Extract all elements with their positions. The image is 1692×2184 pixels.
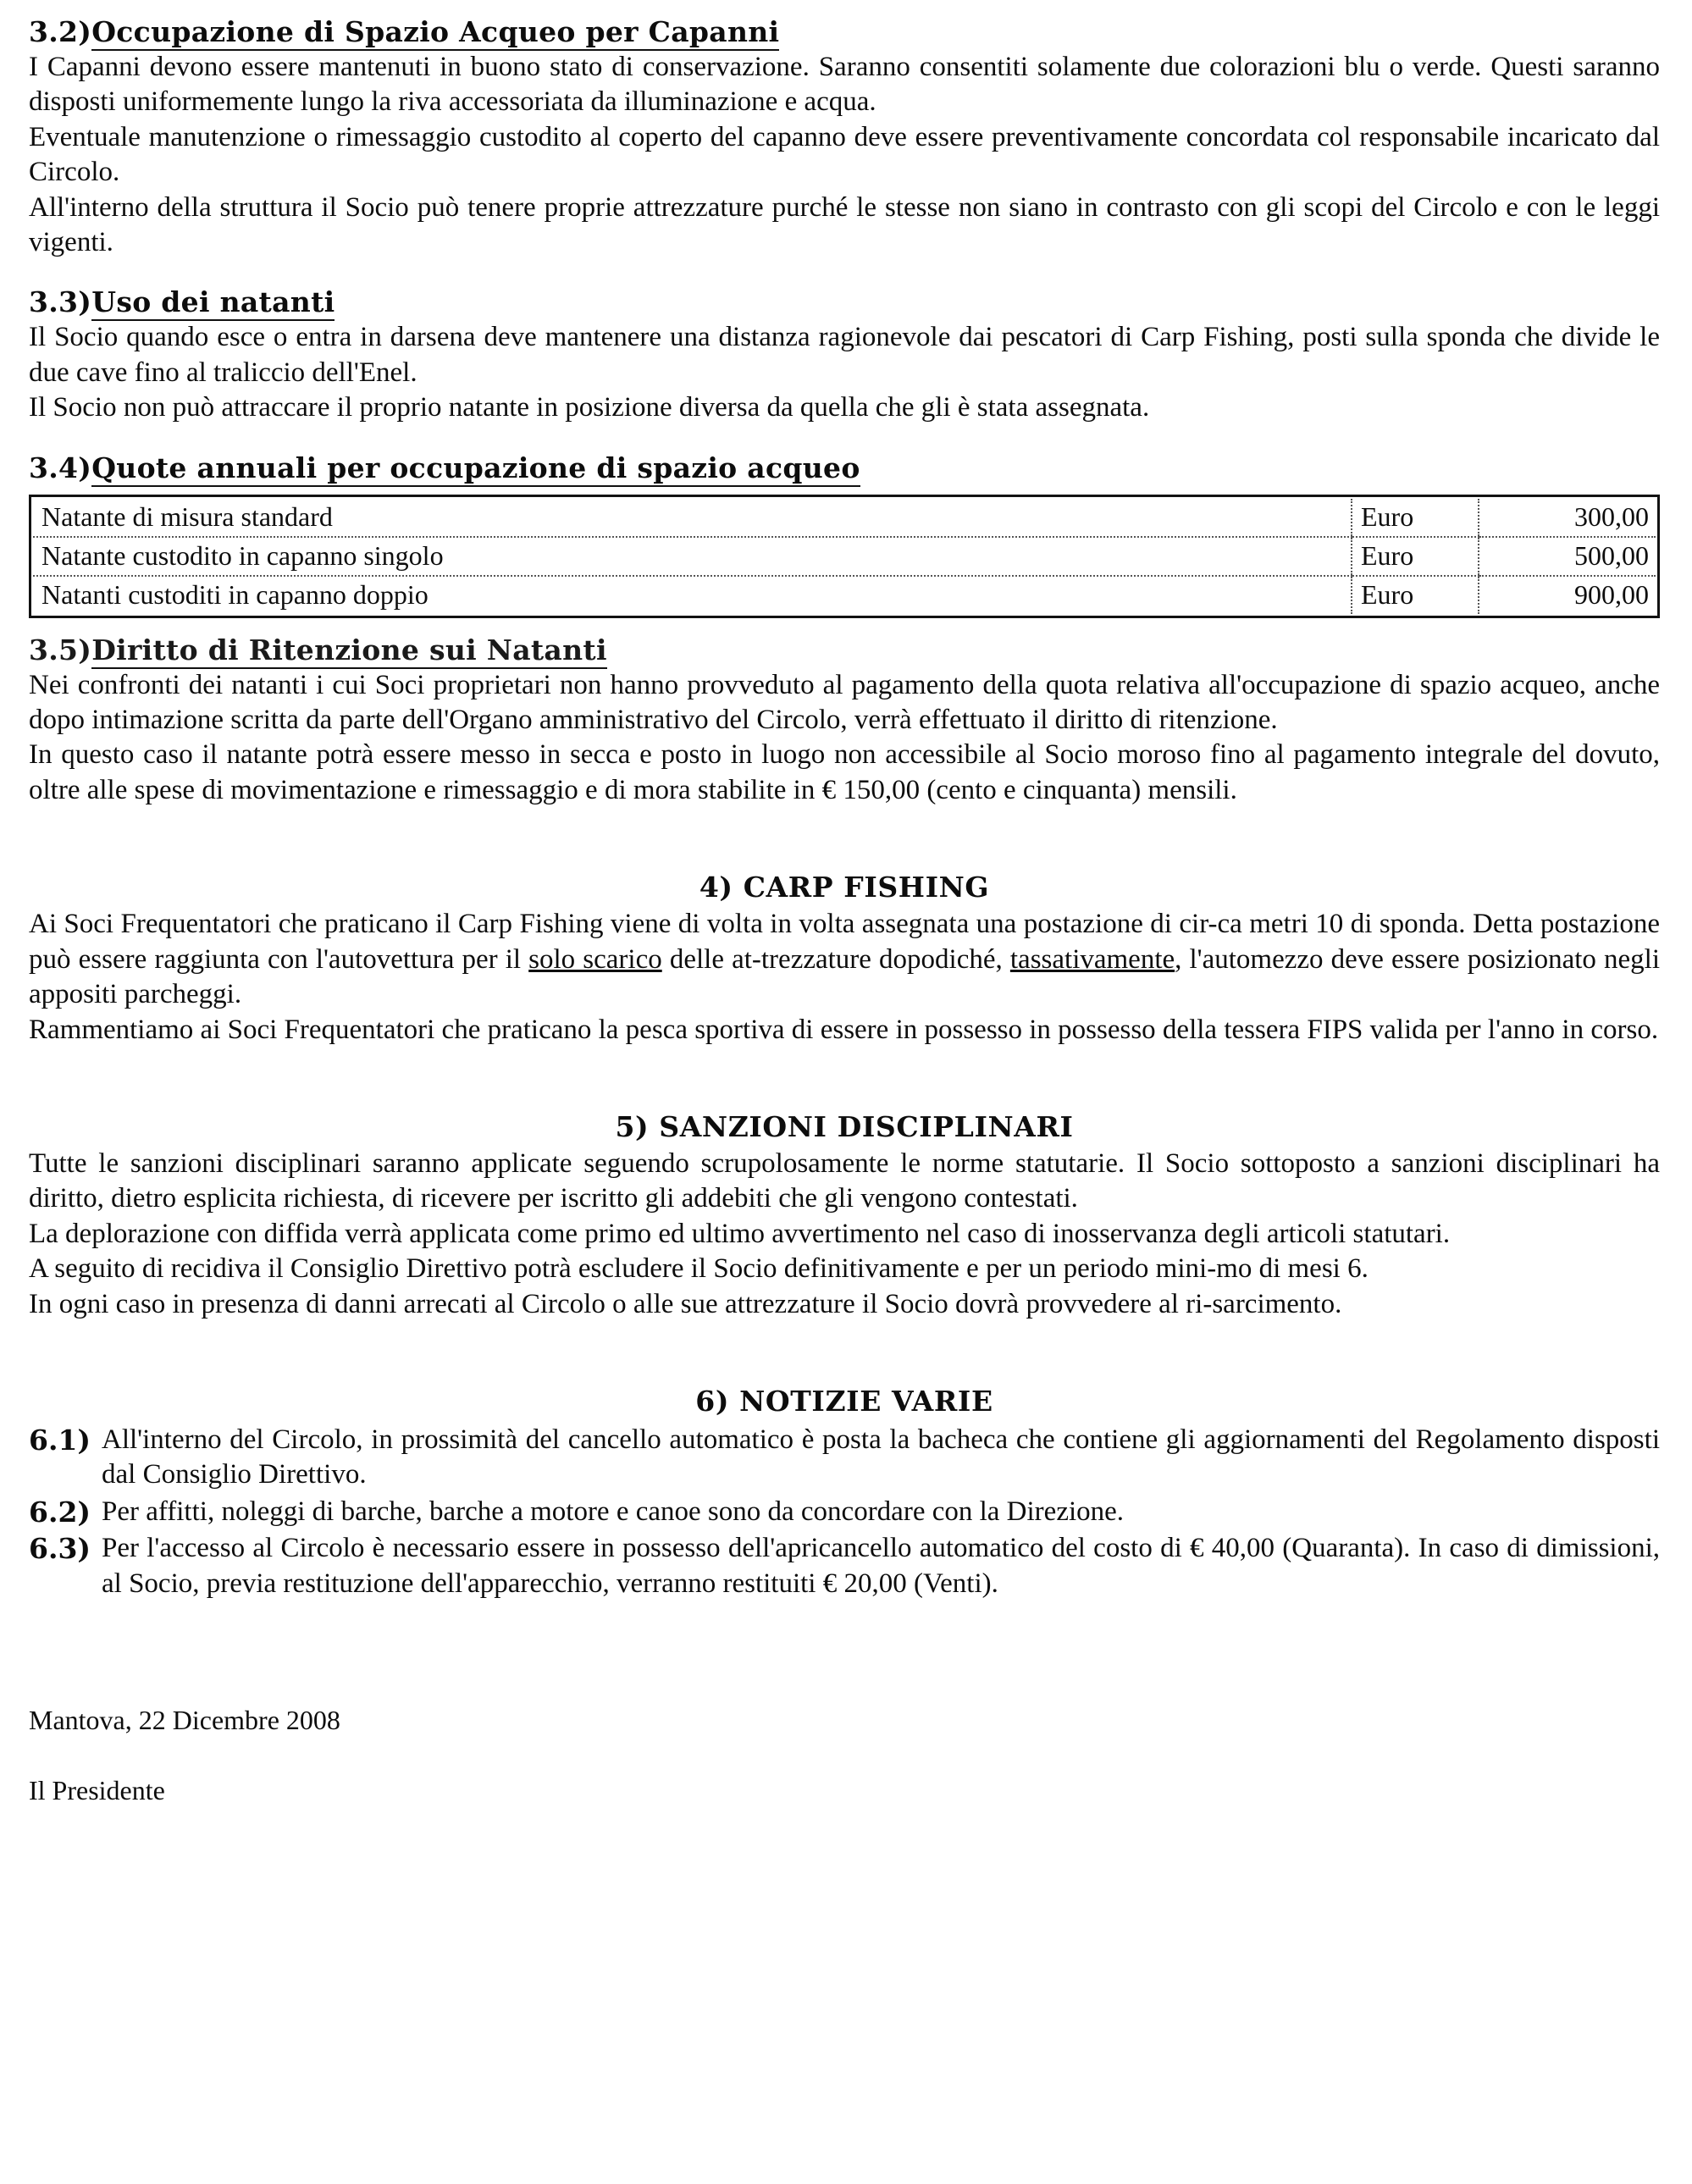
- paragraph-3-2-3: All'interno della struttura il Socio può tenere proprie attrezzature purché le stesse non siano in contrasto con gli scopi del Circolo e con le leggi vigenti.: [29, 191, 1660, 258]
- paragraph-3-3-1: Il Socio quando esce o entra in darsena deve mantenere una distanza ragionevole dai pescatori di Carp Fishing, posti sulla sponda che divide le due cave fino al traliccio dell'Enel.: [29, 322, 1660, 388]
- fee-amount: 500,00: [1479, 537, 1656, 576]
- table-row: [33, 499, 1656, 537]
- section-heading-3-3: [29, 285, 1660, 318]
- fees-table: [33, 499, 1656, 614]
- paragraph-3-3-2: Il Socio non può attraccare il proprio natante in posizione diversa da quella che gli è stata assegnata.: [29, 392, 1150, 423]
- section-heading-4: 4) CARP FISHING: [699, 871, 990, 904]
- list-item-text: All'interno del Circolo, in prossimità del cancello automatico è posta la bacheca che contiene gli aggiornamenti del Regolamento disposti dal Consiglio Direttivo.: [102, 1424, 1660, 1490]
- fee-currency: Euro: [1352, 576, 1479, 614]
- paragraph-5-4: In ogni caso in presenza di danni arrecati al Circolo o alle sue attrezzature il Socio dovrà provvedere al ri-sarcimento.: [29, 1288, 1342, 1319]
- paragraph-3-5-2: In questo caso il natante potrà essere messo in secca e posto in luogo non accessibile al Socio moroso fino al pagamento integrale del dovuto, oltre alle spese di movimentazione e rimessaggio e di mora stabilite in € 150,00 (cento e cinquanta) mensili.: [29, 739, 1660, 805]
- paragraph-4-1-part-b: delle at-trezzature dopodiché,: [661, 943, 1010, 975]
- list-item-number: 6.2): [29, 1495, 91, 1529]
- notices-list: [29, 1423, 1660, 1601]
- spacer: [29, 260, 1660, 285]
- section-number-3-4: 3.4): [29, 451, 92, 484]
- paragraph-4-1-part-c: , l'automezzo deve essere posizionato negli appositi parcheggi.: [29, 943, 1661, 1010]
- section-heading-3-5: [29, 633, 1660, 666]
- section-number-3-3: 3.3): [29, 285, 92, 319]
- paragraph-4-2: Rammentiamo ai Soci Frequentatori che praticano la pesca sportiva di essere in possesso in possesso della tessera FIPS valida per l'anno in corso.: [29, 1014, 1659, 1045]
- fees-table-container: [29, 495, 1660, 618]
- place-and-date: Mantova, 22 Dicembre 2008: [29, 1704, 340, 1735]
- spacer: [29, 1048, 1660, 1110]
- fee-currency: Euro: [1352, 537, 1479, 576]
- list-item-text: Per l'accesso al Circolo è necessario essere in possesso dell'apricancello automatico del costo di € 40,00 (Quaranta). In caso di dimissioni, al Socio, previa restituzione dell'apparecchio, verranno restituiti € 20,00 (Venti).: [102, 1533, 1660, 1599]
- list-item-text: Per affitti, noleggi di barche, barche a motore e canoe sono da concordare con la Direzione.: [102, 1496, 1125, 1527]
- section-heading-5: 5) SANZIONI DISCIPLINARI: [615, 1109, 1074, 1143]
- spacer: [29, 1736, 1660, 1775]
- paragraph-5-1: Tutte le sanzioni disciplinari saranno applicate seguendo scrupolosamente le norme statutarie. Il Socio sottoposto a sanzioni disciplinari ha diritto, dietro esplicita richiesta, di ricevere per iscritto gli addebiti che gli vengono contestati.: [29, 1147, 1660, 1214]
- paragraph-3-5-1: Nei confronti dei natanti i cui Soci proprietari non hanno provveduto al pagamento della quota relativa all'occupazione di spazio acqueo, anche dopo intimazione scritta da parte dell'Organo amministrativo del Circolo, verrà effettuato il diritto di ritenzione.: [29, 669, 1660, 736]
- spacer: [29, 808, 1660, 871]
- spacer: [29, 1322, 1660, 1385]
- signature-label: Il Presidente: [29, 1774, 165, 1805]
- fee-description: Natanti custoditi in capanno doppio: [41, 578, 429, 610]
- paragraph-3-2-2: Eventuale manutenzione o rimessaggio custodito al coperto del capanno deve essere preventivamente concordata col responsabile incaricato dal Circolo.: [29, 121, 1660, 188]
- paragraph-5-2: La deplorazione con diffida verrà applicata come primo ed ultimo avvertimento nel caso di inosservanza degli articoli statutari.: [29, 1218, 1451, 1249]
- section-title-3-2: Occupazione di Spazio Acqueo per Capanni: [91, 15, 779, 51]
- spacer: [29, 1603, 1660, 1666]
- underlined-solo-scarico: solo scarico: [528, 943, 662, 975]
- fee-amount: 900,00: [1479, 576, 1656, 614]
- paragraph-4-1-part-a: Ai Soci Frequentatori che praticano il Carp Fishing viene di volta in volta assegnata una postazione di cir-ca metri 10 di sponda. Detta postazione può essere raggiunta con l'autovettura per il: [29, 909, 1660, 975]
- section-number-3-5: 3.5): [29, 633, 92, 666]
- list-item: [29, 1423, 1660, 1493]
- underlined-tassativamente: tassativamente: [1009, 943, 1175, 975]
- spacer: [29, 622, 1660, 633]
- list-item: [29, 1531, 1660, 1601]
- paragraph-4-1: [29, 907, 1660, 1012]
- section-title-3-5: Diritto di Ritenzione sui Natanti: [91, 633, 607, 669]
- paragraph-5-3: A seguito di recidiva il Consiglio Direttivo potrà escludere il Socio definitivamente e per un periodo mini-mo di mesi 6.: [29, 1253, 1369, 1285]
- fee-description: Natante custodito in capanno singolo: [33, 537, 1352, 576]
- spacer: [29, 426, 1660, 451]
- paragraph-3-2-1: I Capanni devono essere mantenuti in buono stato di conservazione. Saranno consentiti solamente due colorazioni blu o verde. Questi saranno disposti uniformemente lungo la riva accessoriata da illuminazione e acqua.: [29, 52, 1660, 118]
- section-heading-6: 6) NOTIZIE VARIE: [695, 1384, 993, 1418]
- section-title-3-3: Uso dei natanti: [91, 285, 335, 321]
- fee-currency: Euro: [1352, 499, 1479, 537]
- section-heading-3-4: [29, 451, 1660, 484]
- fee-amount: 300,00: [1479, 499, 1656, 537]
- table-row: [33, 576, 1656, 614]
- section-heading-3-2: [29, 15, 1660, 48]
- section-title-3-4: Quote annuali per occupazione di spazio acqueo: [91, 451, 860, 487]
- table-row: [33, 537, 1656, 576]
- list-item-number: 6.1): [29, 1423, 91, 1457]
- list-item-number: 6.3): [29, 1532, 91, 1566]
- list-item: [29, 1495, 1660, 1529]
- spacer: [29, 1666, 1660, 1705]
- section-number-3-2: 3.2): [29, 15, 92, 48]
- fee-description: Natante di misura standard: [33, 499, 1352, 537]
